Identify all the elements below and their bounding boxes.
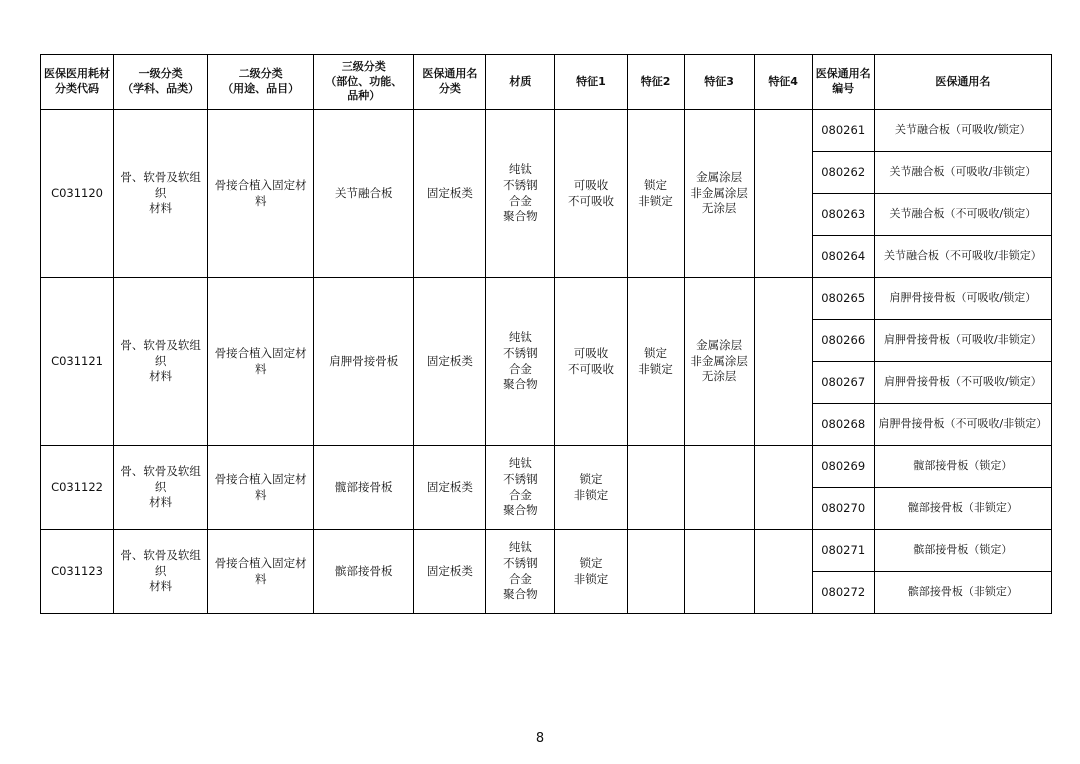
category-cell: 固定板类 [414,446,486,530]
level1-cell: 骨、软骨及软组织 材料 [114,278,208,446]
header-row [41,55,1052,110]
feature3-cell: 金属涂层 非金属涂层 无涂层 [684,278,754,446]
feature1-cell: 可吸收 不可吸收 [555,278,627,446]
feature3-cell: 金属涂层 非金属涂层 无涂层 [684,110,754,278]
category-cell: 固定板类 [414,530,486,614]
header-level2: 二级分类 （用途、品目） [208,55,314,110]
level3-cell: 肩胛骨接骨板 [314,278,414,446]
header-feature1: 特征1 [555,55,627,110]
name-cell: 关节融合板（不可吸收/非锁定） [874,236,1051,278]
header-name: 医保通用名 [874,55,1051,110]
name-cell: 肩胛骨接骨板（不可吸收/锁定） [874,362,1051,404]
material-cell: 纯钛 不锈钢 合金 聚合物 [486,110,555,278]
name-code-cell: 080265 [812,278,874,320]
category-cell: 固定板类 [414,110,486,278]
name-cell: 关节融合板（可吸收/非锁定） [874,152,1051,194]
header-feature3: 特征3 [684,55,754,110]
name-cell: 髌部接骨板（非锁定） [874,572,1051,614]
name-code-cell: 080271 [812,530,874,572]
header-material: 材质 [486,55,555,110]
feature2-cell [627,530,684,614]
name-cell: 关节融合板（可吸收/锁定） [874,110,1051,152]
name-code-cell: 080268 [812,404,874,446]
level1-cell: 骨、软骨及软组织 材料 [114,110,208,278]
table-row [41,446,1052,488]
name-code-cell: 080262 [812,152,874,194]
level2-cell: 骨接合植入固定材料 [208,530,314,614]
header-level3: 三级分类 （部位、功能、 品种） [314,55,414,110]
feature4-cell [754,110,812,278]
feature4-cell [754,278,812,446]
header-category: 医保通用名 分类 [414,55,486,110]
class-code-cell: C031122 [41,446,114,530]
feature1-cell: 锁定 非锁定 [555,446,627,530]
material-cell: 纯钛 不锈钢 合金 聚合物 [486,278,555,446]
name-code-cell: 080261 [812,110,874,152]
header-feature2: 特征2 [627,55,684,110]
class-code-cell: C031123 [41,530,114,614]
level1-cell: 骨、软骨及软组织 材料 [114,530,208,614]
table-row [41,530,1052,572]
header-name-code: 医保通用名 编号 [812,55,874,110]
category-cell: 固定板类 [414,278,486,446]
material-cell: 纯钛 不锈钢 合金 聚合物 [486,530,555,614]
header-feature4: 特征4 [754,55,812,110]
feature2-cell [627,446,684,530]
name-cell: 髋部接骨板（锁定） [874,446,1051,488]
table-row [41,110,1052,152]
name-cell: 肩胛骨接骨板（不可吸收/非锁定） [874,404,1051,446]
feature4-cell [754,446,812,530]
level2-cell: 骨接合植入固定材料 [208,110,314,278]
name-code-cell: 080266 [812,320,874,362]
level2-cell: 骨接合植入固定材料 [208,278,314,446]
name-code-cell: 080263 [812,194,874,236]
feature1-cell: 锁定 非锁定 [555,530,627,614]
level2-cell: 骨接合植入固定材料 [208,446,314,530]
feature3-cell [684,446,754,530]
name-code-cell: 080267 [812,362,874,404]
name-cell: 髌部接骨板（锁定） [874,530,1051,572]
feature2-cell: 锁定 非锁定 [627,278,684,446]
feature1-cell: 可吸收 不可吸收 [555,110,627,278]
feature3-cell [684,530,754,614]
classification-table [40,54,1052,614]
level3-cell: 髋部接骨板 [314,446,414,530]
class-code-cell: C031121 [41,278,114,446]
header-code: 医保医用耗材 分类代码 [41,55,114,110]
page-number: 8 [535,731,545,746]
class-code-cell: C031120 [41,110,114,278]
header-level1: 一级分类 （学科、品类） [114,55,208,110]
name-code-cell: 080272 [812,572,874,614]
feature4-cell [754,530,812,614]
name-code-cell: 080270 [812,488,874,530]
level3-cell: 髌部接骨板 [314,530,414,614]
feature2-cell: 锁定 非锁定 [627,110,684,278]
name-cell: 关节融合板（不可吸收/锁定） [874,194,1051,236]
name-code-cell: 080269 [812,446,874,488]
level3-cell: 关节融合板 [314,110,414,278]
table-row [41,278,1052,320]
level1-cell: 骨、软骨及软组织 材料 [114,446,208,530]
name-code-cell: 080264 [812,236,874,278]
name-cell: 肩胛骨接骨板（可吸收/锁定） [874,278,1051,320]
name-cell: 髋部接骨板（非锁定） [874,488,1051,530]
name-cell: 肩胛骨接骨板（可吸收/非锁定） [874,320,1051,362]
material-cell: 纯钛 不锈钢 合金 聚合物 [486,446,555,530]
